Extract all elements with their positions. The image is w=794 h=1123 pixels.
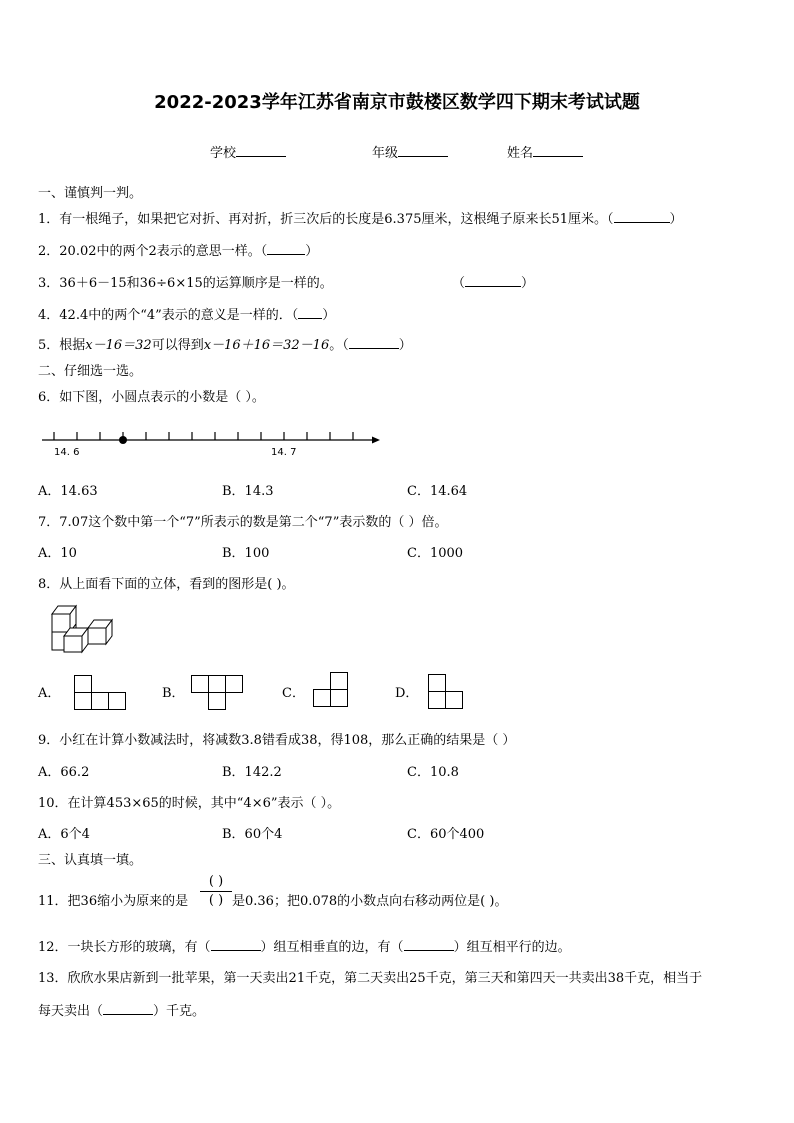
fraction-denominator[interactable]: ( ) <box>208 893 224 908</box>
question-13-line-1: 13．欣欣水果店新到一批苹果，第一天卖出21千克，第二天卖出25千克，第三天和第四天一共卖出38千克，相当于 <box>38 971 703 986</box>
question-13-text: 每天卖出（ <box>38 1004 104 1019</box>
question-4-text: 4．42.4中的两个“4”表示的意义是一样的．（ <box>38 308 299 323</box>
question-2 <box>38 240 318 259</box>
question-5 <box>38 334 412 353</box>
answer-blank[interactable] <box>349 336 399 349</box>
answer-blank[interactable] <box>404 938 454 951</box>
question-1-text: 1．有一根绳子，如果把它对折、再对折，折三次后的长度是6.375厘米，这根绳子原来长51厘米。（ <box>38 212 614 227</box>
number-line-arrow <box>372 437 380 444</box>
paren-close: ） <box>521 276 535 291</box>
question-12-text-mid: ）组互相垂直的边，有（ <box>260 940 404 955</box>
section-3-heading: 三、认真填一填。 <box>38 853 143 868</box>
question-3-text: 3．36＋6－15和36÷6×15的运算顺序是一样的。 <box>38 276 333 291</box>
question-5-text-mid: 可以得到 <box>151 338 204 353</box>
question-9: 9．小红在计算小数减法时，将减数3.8错看成38，得108，那么正确的结果是（ ） <box>38 733 516 748</box>
question-5-text: 5．根据 <box>38 338 86 353</box>
name-label: 姓名 <box>507 146 534 161</box>
question-3 <box>38 272 333 291</box>
number-line-dot <box>119 436 127 444</box>
answer-blank[interactable] <box>614 210 670 223</box>
q9-option-c[interactable]: C．10.8 <box>407 765 459 780</box>
answer-blank[interactable] <box>211 938 261 951</box>
question-1 <box>38 208 683 227</box>
question-7: 7．7.07这个数中第一个“7”所表示的数是第二个“7”表示数的（ ）倍。 <box>38 515 448 530</box>
number-line-ticks <box>54 432 353 440</box>
q9-option-b[interactable]: B．142.2 <box>222 765 282 780</box>
grade-label: 年级 <box>372 146 399 161</box>
question-10: 10．在计算453×65的时候，其中“4×6”表示（ ）。 <box>38 796 341 811</box>
school-blank[interactable] <box>236 144 286 157</box>
question-6: 6．如下图，小圆点表示的小数是（ ）。 <box>38 390 265 405</box>
answer-blank[interactable] <box>298 306 322 319</box>
cube-figure <box>48 600 118 656</box>
equation-1: x－16＝32 <box>85 338 152 353</box>
q8-option-a[interactable]: A． <box>38 686 61 701</box>
section-2-heading: 二、仔细选一选。 <box>38 364 143 379</box>
grade-field <box>372 142 448 161</box>
question-3-answer <box>452 272 534 291</box>
name-blank[interactable] <box>533 144 583 157</box>
question-13-line-2 <box>38 1000 205 1019</box>
q6-option-a[interactable]: A．14.63 <box>38 484 98 499</box>
q10-option-b[interactable]: B．60个4 <box>222 827 283 842</box>
q7-option-b[interactable]: B．100 <box>222 546 270 561</box>
q11-fraction[interactable] <box>200 874 232 909</box>
answer-blank[interactable] <box>465 274 521 287</box>
school-field <box>210 142 286 161</box>
q7-option-c[interactable]: C．1000 <box>407 546 464 561</box>
question-11-text-b: 是0.36；把0.078的小数点向右移动两位是( )。 <box>232 894 508 909</box>
question-4 <box>38 304 335 323</box>
school-label: 学校 <box>210 146 237 161</box>
answer-blank[interactable] <box>103 1002 153 1015</box>
q10-option-c[interactable]: C．60个400 <box>407 827 485 842</box>
grade-blank[interactable] <box>398 144 448 157</box>
q7-option-a[interactable]: A．10 <box>38 546 77 561</box>
name-field <box>507 142 583 161</box>
paren-close: ） <box>398 338 412 353</box>
question-12-text-end: ）组互相平行的边。 <box>453 940 571 955</box>
q8-option-c[interactable]: C． <box>282 686 305 701</box>
question-12 <box>38 936 571 955</box>
section-1-heading: 一、谨慎判一判。 <box>38 186 143 201</box>
question-12-text: 12．一块长方形的玻璃，有（ <box>38 940 211 955</box>
q9-option-a[interactable]: A．66.2 <box>38 765 90 780</box>
paren-open: （ <box>452 276 466 291</box>
paren-close: ） <box>305 244 319 259</box>
question-11-text-a: 11．把36缩小为原来的是 <box>38 894 189 909</box>
question-2-text: 2．20.02中的两个2表示的意思一样。（ <box>38 244 268 259</box>
question-13-text-end: ）千克。 <box>153 1004 206 1019</box>
number-line <box>38 422 388 462</box>
paren-open: 。（ <box>329 338 349 353</box>
paren-close: ） <box>322 308 336 323</box>
q6-option-c[interactable]: C．14.64 <box>407 484 468 499</box>
answer-blank[interactable] <box>267 242 305 255</box>
q10-option-a[interactable]: A．6个4 <box>38 827 90 842</box>
number-line-right-label: 14. 7 <box>271 447 297 458</box>
q6-option-b[interactable]: B．14.3 <box>222 484 274 499</box>
number-line-left-label: 14. 6 <box>54 447 80 458</box>
page-title: 2022-2023学年江苏省南京市鼓楼区数学四下期末考试试题 <box>154 92 640 113</box>
fraction-numerator[interactable]: ( ) <box>208 874 224 889</box>
q8-option-b[interactable]: B． <box>162 686 185 701</box>
paren-close: ） <box>669 212 683 227</box>
q8-option-d[interactable]: D． <box>395 686 419 701</box>
equation-2: x－16＋16＝32－16 <box>203 338 330 353</box>
question-8: 8．从上面看下面的立体，看到的图形是( )。 <box>38 577 295 592</box>
